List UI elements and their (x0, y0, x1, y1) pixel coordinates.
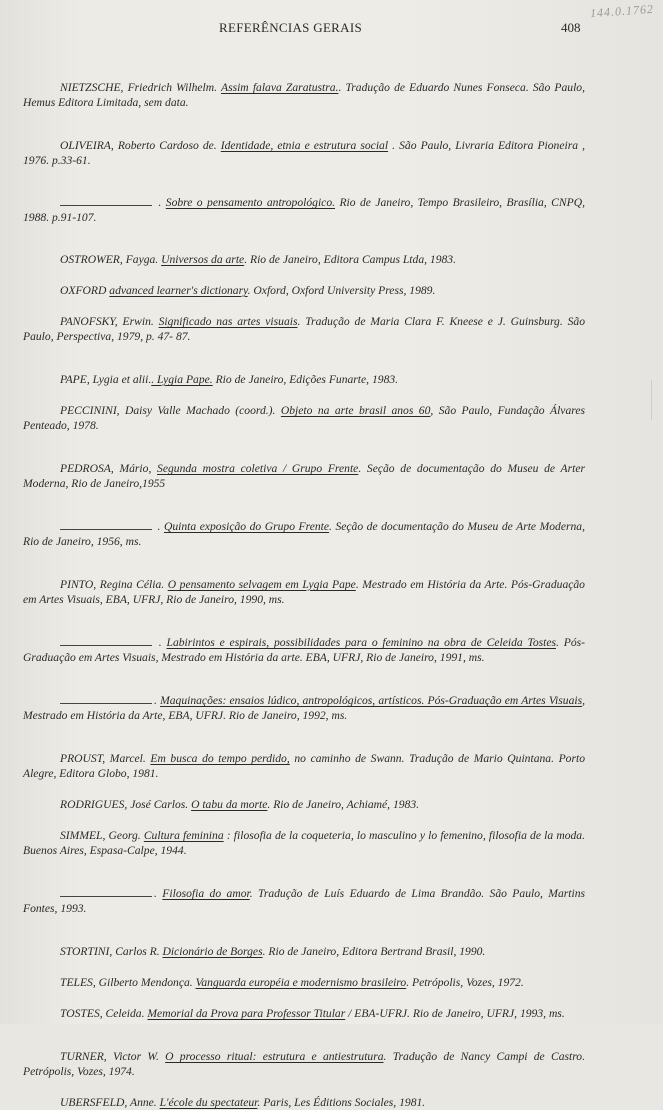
reference-entry (23, 1049, 585, 1079)
reference-title: Vanguarda européia e modernismo brasileiro (195, 976, 407, 989)
reference-details: . Pós-Graduação em Artes Visuais, Mestrado em História da arte. EBA, UFRJ, Rio de Janeiro, 1991, ms. (23, 636, 585, 664)
reference-entry (23, 1006, 585, 1021)
author-repeat-line (60, 887, 152, 897)
margin-mark (651, 380, 652, 420)
pencil-annotation: 144.0.1762 (589, 1, 655, 21)
reference-title: Filosofia do amor (162, 887, 250, 900)
reference-details: . São Paulo, Livraria Editora Pioneira , 1976. p.33-61. (23, 139, 585, 167)
author-repeat-line (60, 636, 152, 646)
reference-title: Objeto na arte brasil anos 60 (280, 404, 431, 417)
author-repeat-line (60, 520, 152, 530)
reference-author: PAPE, Lygia et alii. (60, 373, 152, 386)
reference-entry (23, 693, 585, 723)
reference-details: . Mestrado em História da Arte. Pós-Graduação em Artes Visuais, EBA, UFRJ, Rio de Janeiro, 1990, ms. (23, 578, 585, 606)
reference-title: Universos da arte (161, 253, 245, 266)
reference-details: Rio de Janeiro, Tempo Brasileiro, Brasília, CNPQ, 1988. p.91-107. (23, 196, 586, 224)
author-repeat-line (60, 694, 152, 704)
reference-title: Significado nas artes visuais (158, 315, 298, 328)
reference-details: . Paris, Les Éditions Sociales, 1981. (257, 1096, 426, 1109)
reference-details: . Rio de Janeiro, Editora Bertrand Brasil, 1990. (262, 945, 486, 958)
reference-author: OLIVEIRA, Roberto Cardoso de. (60, 139, 221, 152)
reference-author: PANOFSKY, Erwin. (60, 315, 159, 328)
reference-entry (23, 138, 585, 168)
reference-title: Sobre o pensamento antropológico. (165, 196, 336, 209)
reference-entry (23, 519, 585, 549)
reference-title: O pensamento selvagem em Lygia Pape (167, 578, 356, 591)
author-repeat-line (60, 196, 152, 206)
reference-entry (23, 577, 585, 607)
reference-author: . (154, 636, 167, 649)
reference-details: / EBA-UFRJ. Rio de Janeiro, UFRJ, 1993, ms. (345, 1007, 565, 1020)
reference-author: . (154, 694, 161, 707)
reference-entry (23, 635, 585, 665)
reference-author: UBERSFELD, Anne. (60, 1096, 160, 1109)
page-number: 408 (561, 20, 581, 35)
reference-author: STORTINI, Carlos R. (60, 945, 163, 958)
reference-entry (23, 886, 585, 916)
reference-entry (23, 944, 585, 959)
reference-author: PECCININI, Daisy Valle Machado (coord.). (60, 404, 281, 417)
reference-author: PINTO, Regina Célia. (60, 578, 168, 591)
reference-details: . Tradução de Luís Eduardo de Lima Brandão. São Paulo, Martins Fontes, 1993. (23, 887, 586, 915)
reference-details: , São Paulo, Fundação Álvares Penteado, 1978. (23, 404, 585, 432)
reference-entry (23, 372, 585, 387)
reference-entry (23, 283, 585, 298)
references-list (23, 80, 585, 1110)
reference-details: . Tradução de Eduardo Nunes Fonseca. São Paulo, Hemus Editora Limitada, sem data. (23, 81, 585, 109)
reference-entry (23, 797, 585, 812)
reference-details: . Tradução de Maria Clara F. Kneese e J. Guinsburg. São Paulo, Perspectiva, 1979, p. 47- 87. (23, 315, 585, 343)
reference-entry (23, 314, 585, 344)
reference-title: Memorial da Prova para Professor Titular (147, 1007, 346, 1020)
reference-entry (23, 252, 585, 267)
reference-author: TELES, Gilberto Mendonça. (60, 976, 196, 989)
reference-author: OXFORD (60, 284, 110, 297)
reference-author: PEDROSA, Mário, (60, 462, 158, 475)
reference-title: advanced learner's dictionary (109, 284, 248, 297)
reference-author: SIMMEL, Georg. (60, 829, 144, 842)
reference-details: no caminho de Swann. Tradução de Mario Quintana. Porto Alegre, Editora Globo, 1981. (23, 752, 586, 780)
reference-entry (23, 1095, 585, 1110)
reference-author: . (154, 887, 163, 900)
reference-entry (23, 195, 585, 225)
reference-entry (23, 828, 585, 858)
reference-title: Identidade, etnia e estrutura social (220, 139, 389, 152)
reference-title: Cultura feminina (143, 829, 224, 842)
reference-details: . Seção de documentação do Museu de Arte Moderna, Rio de Janeiro, 1956, ms. (23, 520, 586, 548)
reference-title: Segunda mostra coletiva / Grupo Frente (157, 462, 359, 475)
reference-details: , Mestrado em História da Arte, EBA, UFRJ. Rio de Janeiro, 1992, ms. (23, 694, 586, 722)
reference-title: O tabu da morte (191, 798, 268, 811)
reference-entry (23, 751, 585, 781)
reference-title: L'école du spectateur (159, 1096, 258, 1109)
reference-details: . Seção de documentação do Museu de Arter Moderna, Rio de Janeiro,1955 (23, 462, 585, 490)
reference-title: O processo ritual: estrutura e antiestrutura (165, 1050, 384, 1063)
reference-title: Assim falava Zaratustra. (220, 81, 339, 94)
page-header (0, 1, 663, 38)
running-title: REFERÊNCIAS GERAIS (219, 20, 362, 35)
reference-author: . (154, 520, 164, 533)
reference-author: TURNER, Victor W. (60, 1050, 166, 1063)
reference-title: . Lygia Pape. (151, 373, 213, 386)
reference-details: : filosofia de la coqueteria, lo masculino y lo femenino, filosofia de la moda. Buenos Aires, Espasa-Calpe, 1944. (23, 829, 585, 857)
reference-details: . Rio de Janeiro, Editora Campus Ltda, 1983. (244, 253, 456, 266)
reference-details: . Tradução de Nancy Campi de Castro. Petrópolis, Vozes, 1974. (23, 1050, 585, 1078)
reference-author: NIETZSCHE, Friedrich Wilhelm. (60, 81, 221, 94)
reference-details: . Oxford, Oxford University Press, 1989. (247, 284, 436, 297)
reference-details: . Rio de Janeiro, Achiamé, 1983. (267, 798, 420, 811)
reference-entry (23, 403, 585, 433)
reference-author: . (154, 196, 166, 209)
reference-title: Labirintos e espirais, possibilidades para o feminino na obra de Celeida Tostes (166, 636, 557, 649)
reference-author: TOSTES, Celeida. (60, 1007, 148, 1020)
reference-author: PROUST, Marcel. (60, 752, 151, 765)
reference-entry (23, 975, 585, 990)
reference-details: . Petrópolis, Vozes, 1972. (406, 976, 524, 989)
reference-title: Quinta exposição do Grupo Frente (163, 520, 330, 533)
reference-entry (23, 461, 585, 491)
reference-title: Em busca do tempo perdido, (150, 752, 290, 765)
reference-entry (23, 80, 585, 110)
reference-details: Rio de Janeiro, Edições Funarte, 1983. (212, 373, 399, 386)
reference-title: Dicionário de Borges (162, 945, 263, 958)
reference-author: OSTROWER, Fayga. (60, 253, 162, 266)
reference-author: RODRIGUES, José Carlos. (60, 798, 192, 811)
reference-title: Maquinações: ensaios lúdico, antropológicos, artísticos. Pós-Graduação em Artes Visuais (160, 694, 583, 707)
